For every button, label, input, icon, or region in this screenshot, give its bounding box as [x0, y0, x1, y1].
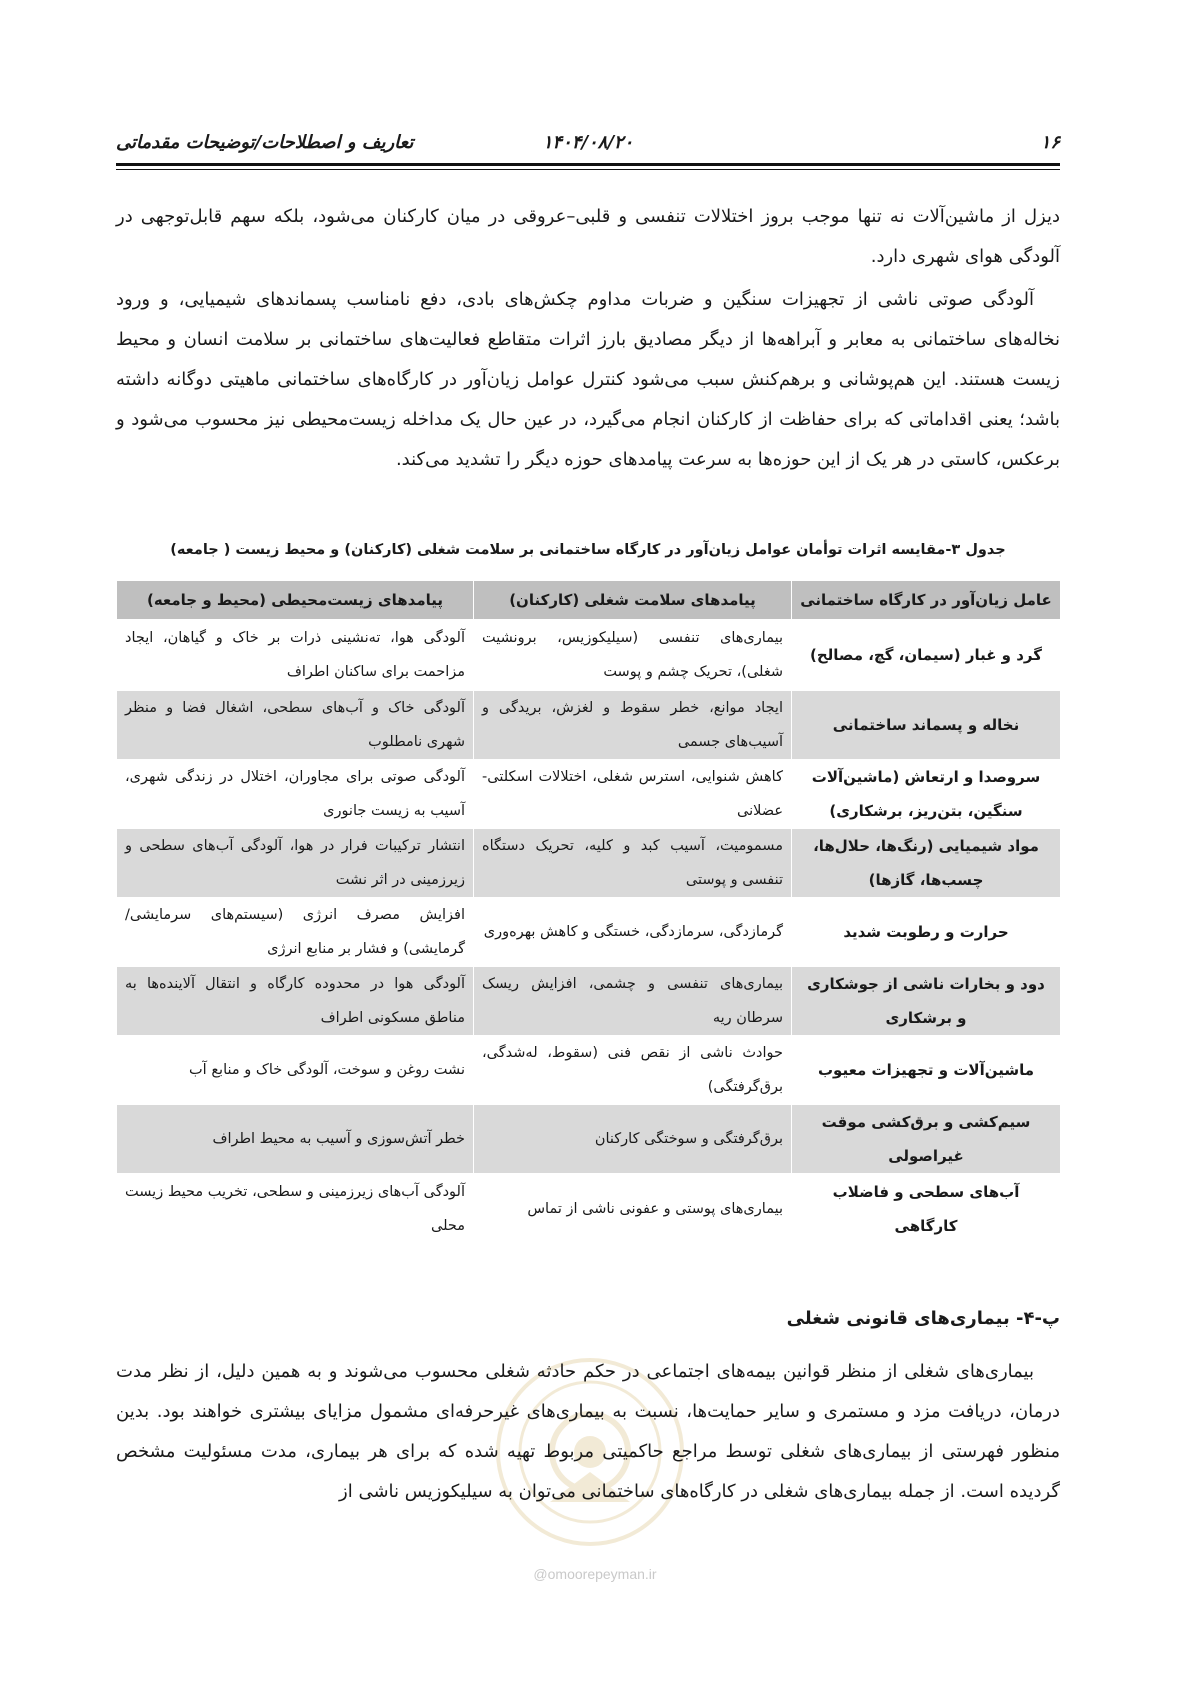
table-row — [117, 967, 1061, 1036]
table-header-row — [117, 581, 1061, 620]
occupational-cell: ایجاد موانع، خطر سقوط و لغزش، بریدگی و آسیب‌های جسمی — [474, 691, 792, 760]
environmental-cell: آلودگی آب‌های زیرزمینی و سطحی، تخریب محیط زیست محلی — [117, 1174, 474, 1244]
section-paragraph: بیماری‌های شغلی از منظر قوانین بیمه‌های اجتماعی در حکم حادثه شغلی محسوب می‌شوند و به همین دلیل، از نظر مدت درمان، دریافت مزد و مستمری و سایر حمایت‌ها، نسبت به بیماری‌های غیرحرفه‌ای مشمول مزایای بیشتری خواهند بود. بدین منظور فهرستی از بیماری‌های شغلی توسط مراجع حاکمیتی مربوط تهیه شده که برای هر بیماری، مدت مسئولیت مشخص گردیده است. از جمله بیماری‌های شغلی در کارگاه‌های ساختمانی می‌توان به سیلیکوزیس ناشی از — [116, 1361, 1060, 1502]
table-row — [117, 1105, 1061, 1174]
environmental-cell: خطر آتش‌سوزی و آسیب به محیط اطراف — [117, 1105, 474, 1174]
factor-cell: دود و بخارات ناشی از جوشکاری و برشکاری — [792, 967, 1061, 1036]
table-row — [117, 691, 1061, 760]
factor-cell: نخاله و پسماند ساختمانی — [792, 691, 1061, 760]
factor-cell: مواد شیمیایی (رنگ‌ها، حلال‌ها، چسب‌ها، گازها) — [792, 829, 1061, 898]
page-number: ۱۶ — [1040, 132, 1060, 153]
table-row — [117, 1174, 1061, 1244]
table-row — [117, 898, 1061, 967]
page-header — [116, 128, 1060, 162]
comparison-table — [116, 580, 1061, 1244]
environmental-cell: آلودگی هوا در محدوده کارگاه و انتقال آلاینده‌ها به مناطق مسکونی اطراف — [117, 967, 474, 1036]
occupational-cell: بیماری‌های پوستی و عفونی ناشی از تماس — [474, 1174, 792, 1244]
environmental-cell: انتشار ترکیبات فرار در هوا، آلودگی آب‌های سطحی و زیرزمینی در اثر نشت — [117, 829, 474, 898]
table-row — [117, 620, 1061, 691]
header-title: تعاریف و اصطلاحات/توضیحات مقدماتی — [116, 132, 414, 153]
column-header-environmental: پیامدهای زیست‌محیطی (محیط و جامعه) — [117, 581, 474, 620]
factor-cell: ماشین‌آلات و تجهیزات معیوب — [792, 1036, 1061, 1105]
factor-cell: سیم‌کشی و برق‌کشی موقت غیراصولی — [792, 1105, 1061, 1174]
header-rule — [116, 163, 1060, 166]
watermark-site: @omoorepeyman.ir — [533, 1566, 657, 1582]
occupational-cell: حوادث ناشی از نقص فنی (سقوط، له‌شدگی، برق‌گرفتگی) — [474, 1036, 792, 1105]
column-header-occupational: پیامدهای سلامت شغلی (کارکنان) — [474, 581, 792, 620]
factor-cell: سروصدا و ارتعاش (ماشین‌آلات سنگین، بتن‌ریز، برشکاری) — [792, 760, 1061, 829]
occupational-cell: برق‌گرفتگی و سوختگی کارکنان — [474, 1105, 792, 1174]
column-header-factor: عامل زیان‌آور در کارگاه ساختمانی — [792, 581, 1061, 620]
occupational-cell: بیماری‌های تنفسی و چشمی، افزایش ریسک سرطان ریه — [474, 967, 792, 1036]
factor-cell: گرد و غبار (سیمان، گچ، مصالح) — [792, 620, 1061, 691]
environmental-cell: نشت روغن و سوخت، آلودگی خاک و منابع آب — [117, 1036, 474, 1105]
header-rule-thin — [116, 169, 1060, 170]
body-paragraph-2: آلودگی صوتی ناشی از تجهیزات سنگین و ضربات مداوم چکش‌های بادی، دفع نامناسب پسماندهای شیمیایی، و ورود نخاله‌های ساختمانی به معابر و آبراهه‌ها از دیگر مصادیق بارز اثرات متقاطع فعالیت‌های ساختمانی بر سلامت انسان و محیط زیست هستند. این هم‌پوشانی و برهم‌کنش سبب می‌شود کنترل عوامل زیان‌آور در کارگاه‌های ساختمانی ماهیتی دوگانه داشته باشد؛ یعنی اقداماتی که برای حفاظت از کارکنان انجام می‌گیرد، در عین حال یک مداخله زیست‌محیطی نیز محسوب می‌شود و برعکس، کاستی در هر یک از این حوزه‌ها به سرعت پیامدهای حوزه دیگر را تشدید می‌کند. — [116, 289, 1060, 470]
occupational-cell: مسمومیت، آسیب کبد و کلیه، تحریک دستگاه تنفسی و پوستی — [474, 829, 792, 898]
header-date: ۱۴۰۴/۰۸/۲۰ — [542, 132, 634, 153]
occupational-cell: گرمازدگی، سرمازدگی، خستگی و کاهش بهره‌وری — [474, 898, 792, 967]
factor-cell: آب‌های سطحی و فاضلاب کارگاهی — [792, 1174, 1061, 1244]
environmental-cell: افزایش مصرف انرژی (سیستم‌های سرمایشی/گرمایشی) و فشار بر منابع انرژی — [117, 898, 474, 967]
section-heading: پ-۴- بیماری‌های قانونی شغلی — [786, 1308, 1060, 1329]
table-row — [117, 1036, 1061, 1105]
table-caption: جدول ۳-مقایسه اثرات توأمان عوامل زیان‌آور در کارگاه ساختمانی بر سلامت شغلی (کارکنان) و محیط زیست ( جامعه) — [170, 542, 1006, 558]
environmental-cell: آلودگی صوتی برای مجاوران، اختلال در زندگی شهری، آسیب به زیست جانوری — [117, 760, 474, 829]
factor-cell: حرارت و رطوبت شدید — [792, 898, 1061, 967]
table-row — [117, 760, 1061, 829]
environmental-cell: آلودگی خاک و آب‌های سطحی، اشغال فضا و منظر شهری نامطلوب — [117, 691, 474, 760]
table-row — [117, 829, 1061, 898]
body-paragraph-1: دیزل از ماشین‌آلات نه تنها موجب بروز اختلالات تنفسی و قلبی–عروقی در میان کارکنان می‌شود، بلکه سهم قابل‌توجهی در آلودگی هوای شهری دارد. — [116, 206, 1060, 267]
environmental-cell: آلودگی هوا، ته‌نشینی ذرات بر خاک و گیاهان، ایجاد مزاحمت برای ساکنان اطراف — [117, 620, 474, 691]
occupational-cell: کاهش شنوایی، استرس شغلی، اختلالات اسکلتی-عضلانی — [474, 760, 792, 829]
occupational-cell: بیماری‌های تنفسی (سیلیکوزیس، برونشیت شغلی)، تحریک چشم و پوست — [474, 620, 792, 691]
